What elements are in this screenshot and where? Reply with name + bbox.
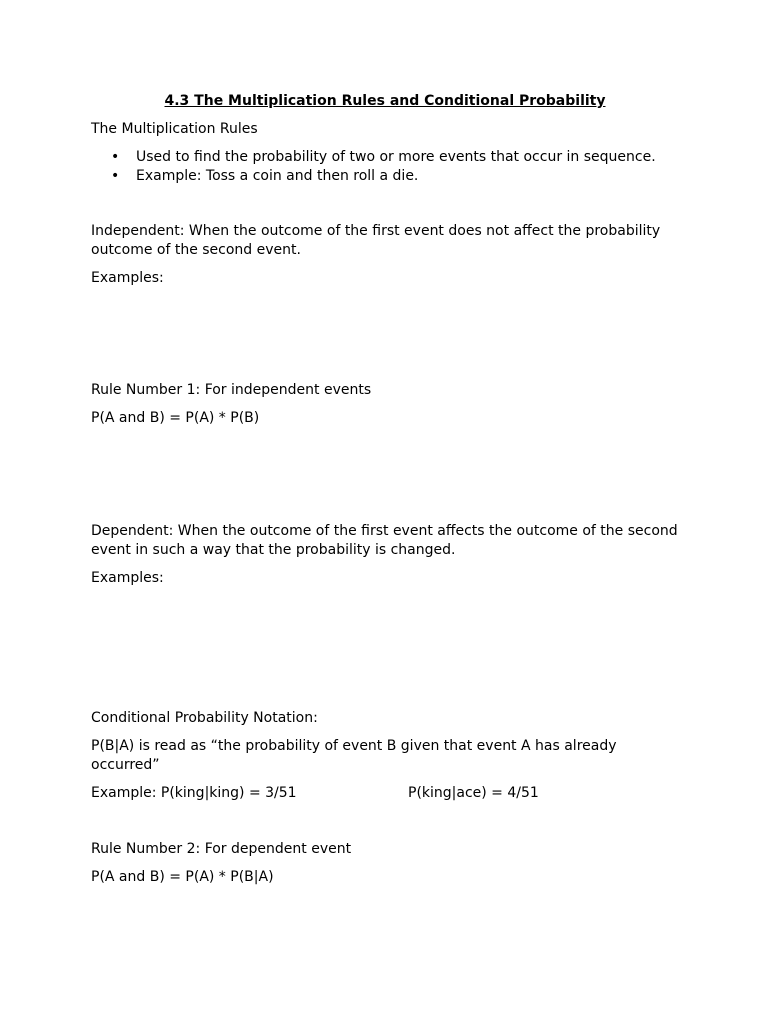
section-heading: The Multiplication Rules — [91, 121, 258, 137]
independent-examples-label: Examples: — [91, 270, 164, 286]
dependent-examples-label: Examples: — [91, 570, 164, 586]
bullet-text: Example: Toss a coin and then roll a die. — [136, 168, 419, 184]
rule2-heading: Rule Number 2: For dependent event — [91, 841, 352, 857]
bullet-icon: • — [111, 149, 120, 165]
bullet-list — [91, 148, 691, 186]
dependent-definition: Dependent: When the outcome of the first event affects the outcome of the second event in such a way that the probability is changed. — [91, 523, 678, 558]
conditional-heading: Conditional Probability Notation: — [91, 710, 318, 726]
rule2-formula: P(A and B) = P(A) * P(B|A) — [91, 869, 274, 885]
conditional-example-left: Example: P(king|king) = 3/51 — [91, 785, 297, 801]
list-item — [91, 167, 691, 186]
page-title: 4.3 The Multiplication Rules and Conditional Probability — [164, 93, 606, 109]
rule1-formula: P(A and B) = P(A) * P(B) — [91, 410, 260, 426]
bullet-icon: • — [111, 168, 120, 184]
bullet-text: Used to find the probability of two or more events that occur in sequence. — [136, 149, 656, 165]
conditional-example-right: P(king|ace) = 4/51 — [408, 785, 539, 801]
rule1-heading: Rule Number 1: For independent events — [91, 382, 372, 398]
conditional-example-line — [91, 784, 691, 803]
conditional-description: P(B|A) is read as “the probability of event B given that event A has already occurred” — [91, 738, 617, 773]
list-item — [91, 148, 691, 167]
independent-definition: Independent: When the outcome of the first event does not affect the probability outcome of the second event. — [91, 223, 661, 258]
